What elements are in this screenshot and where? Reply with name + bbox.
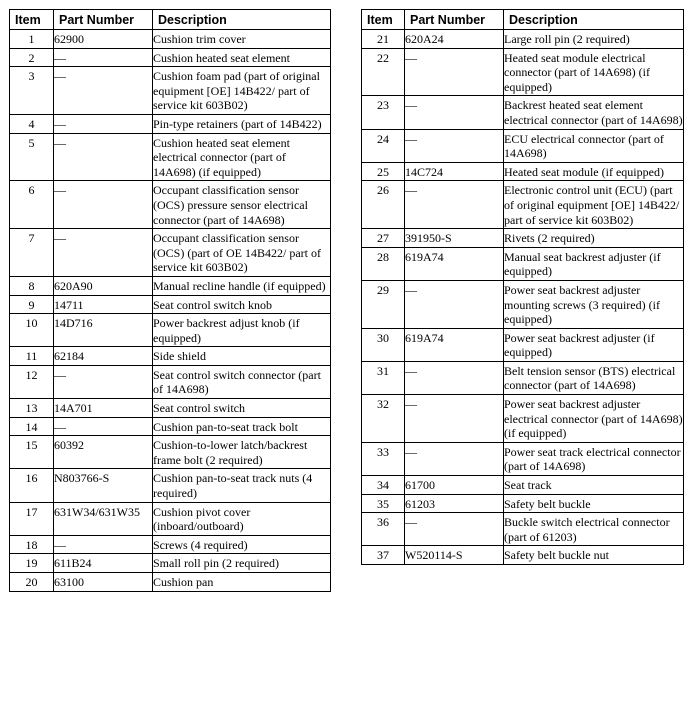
item-cell: 24 <box>362 129 405 162</box>
description-cell: Seat track <box>504 476 684 495</box>
part-number-cell: 620A24 <box>405 30 504 49</box>
item-cell: 21 <box>362 30 405 49</box>
description-cell: Power backrest adjust knob (if equipped) <box>153 314 331 347</box>
description-cell: Power seat backrest adjuster mounting screws (3 required) (if equipped) <box>504 280 684 328</box>
part-number-cell: W520114-S <box>405 546 504 565</box>
table-row <box>10 365 331 398</box>
description-cell: Large roll pin (2 required) <box>504 30 684 49</box>
part-number-cell: 14D716 <box>54 314 153 347</box>
table-row <box>10 295 331 314</box>
item-cell: 32 <box>362 395 405 443</box>
table-row <box>362 395 684 443</box>
description-cell: Heated seat module electrical connector (part of 14A698) (if equipped) <box>504 48 684 96</box>
table-row <box>10 314 331 347</box>
item-cell: 12 <box>10 365 54 398</box>
part-number-cell: 620A90 <box>54 276 153 295</box>
column-header-part-number: Part Number <box>54 10 153 30</box>
item-cell: 23 <box>362 96 405 129</box>
item-cell: 14 <box>10 417 54 436</box>
item-cell: 31 <box>362 361 405 394</box>
description-cell: Heated seat module (if equipped) <box>504 162 684 181</box>
part-number-cell: 14711 <box>54 295 153 314</box>
part-number-cell: — <box>405 442 504 475</box>
item-cell: 26 <box>362 181 405 229</box>
table-row <box>10 30 331 49</box>
description-cell: Cushion trim cover <box>153 30 331 49</box>
description-cell: Safety belt buckle nut <box>504 546 684 565</box>
item-cell: 6 <box>10 181 54 229</box>
table-row <box>10 48 331 67</box>
item-cell: 2 <box>10 48 54 67</box>
description-cell: Cushion-to-lower latch/backrest frame bolt (2 required) <box>153 436 331 469</box>
description-cell: ECU electrical connector (part of 14A698) <box>504 129 684 162</box>
description-cell: Manual recline handle (if equipped) <box>153 276 331 295</box>
description-cell: Cushion pan <box>153 573 331 592</box>
table-row <box>362 162 684 181</box>
description-cell: Power seat backrest adjuster (if equipped) <box>504 328 684 361</box>
table-row <box>362 229 684 248</box>
table-row <box>362 476 684 495</box>
parts-table-left <box>9 9 331 592</box>
description-cell: Occupant classification sensor (OCS) (part of OE 14B422/ part of service kit 603B02) <box>153 229 331 277</box>
item-cell: 27 <box>362 229 405 248</box>
description-cell: Buckle switch electrical connector (part of 61203) <box>504 513 684 546</box>
part-number-cell: — <box>54 114 153 133</box>
description-cell: Seat control switch connector (part of 14A698) <box>153 365 331 398</box>
description-cell: Seat control switch knob <box>153 295 331 314</box>
description-cell: Backrest heated seat element electrical connector (part of 14A698) <box>504 96 684 129</box>
item-cell: 20 <box>10 573 54 592</box>
item-cell: 29 <box>362 280 405 328</box>
part-number-cell: 61700 <box>405 476 504 495</box>
part-number-cell: — <box>405 280 504 328</box>
item-cell: 18 <box>10 535 54 554</box>
item-cell: 30 <box>362 328 405 361</box>
part-number-cell: — <box>54 133 153 181</box>
description-cell: Screws (4 required) <box>153 535 331 554</box>
table-row <box>362 247 684 280</box>
item-cell: 25 <box>362 162 405 181</box>
item-cell: 11 <box>10 347 54 366</box>
description-cell: Cushion pivot cover (inboard/outboard) <box>153 502 331 535</box>
table-row <box>10 554 331 573</box>
item-cell: 28 <box>362 247 405 280</box>
table-row <box>362 513 684 546</box>
description-cell: Cushion heated seat element <box>153 48 331 67</box>
table-row <box>10 399 331 418</box>
table-row <box>10 133 331 181</box>
table-row <box>362 280 684 328</box>
item-cell: 35 <box>362 494 405 513</box>
part-number-cell: 611B24 <box>54 554 153 573</box>
item-cell: 19 <box>10 554 54 573</box>
part-number-cell: — <box>405 395 504 443</box>
part-number-cell: 14A701 <box>54 399 153 418</box>
column-header-item: Item <box>362 10 405 30</box>
part-number-cell: — <box>54 48 153 67</box>
item-cell: 4 <box>10 114 54 133</box>
part-number-cell: — <box>405 361 504 394</box>
part-number-cell: 60392 <box>54 436 153 469</box>
description-cell: Safety belt buckle <box>504 494 684 513</box>
table-row <box>362 494 684 513</box>
description-cell: Electronic control unit (ECU) (part of original equipment [OE] 14B422/ part of service kit 603B02) <box>504 181 684 229</box>
part-number-cell: — <box>54 229 153 277</box>
part-number-cell: 619A74 <box>405 328 504 361</box>
column-header-part-number: Part Number <box>405 10 504 30</box>
description-cell: Rivets (2 required) <box>504 229 684 248</box>
part-number-cell: 62184 <box>54 347 153 366</box>
description-cell: Occupant classification sensor (OCS) pressure sensor electrical connector (part of 14A698) <box>153 181 331 229</box>
item-cell: 17 <box>10 502 54 535</box>
item-cell: 9 <box>10 295 54 314</box>
part-number-cell: 391950-S <box>405 229 504 248</box>
item-cell: 37 <box>362 546 405 565</box>
item-cell: 3 <box>10 67 54 115</box>
part-number-cell: 63100 <box>54 573 153 592</box>
item-cell: 5 <box>10 133 54 181</box>
item-cell: 10 <box>10 314 54 347</box>
table-row <box>10 67 331 115</box>
part-number-cell: 62900 <box>54 30 153 49</box>
item-cell: 13 <box>10 399 54 418</box>
table-row <box>10 114 331 133</box>
part-number-cell: — <box>54 67 153 115</box>
table-row <box>362 181 684 229</box>
part-number-cell: — <box>405 181 504 229</box>
description-cell: Pin-type retainers (part of 14B422) <box>153 114 331 133</box>
table-row <box>10 436 331 469</box>
part-number-cell: 631W34/631W35 <box>54 502 153 535</box>
part-number-cell: — <box>405 129 504 162</box>
description-cell: Cushion foam pad (part of original equipment [OE] 14B422/ part of service kit 603B02) <box>153 67 331 115</box>
table-row <box>362 328 684 361</box>
part-number-cell: — <box>54 181 153 229</box>
table-row <box>10 417 331 436</box>
table-row <box>10 229 331 277</box>
column-header-description: Description <box>153 10 331 30</box>
part-number-cell: N803766-S <box>54 469 153 502</box>
table-row <box>10 469 331 502</box>
item-cell: 8 <box>10 276 54 295</box>
description-cell: Cushion pan-to-seat track bolt <box>153 417 331 436</box>
table-row <box>362 546 684 565</box>
item-cell: 7 <box>10 229 54 277</box>
part-number-cell: — <box>405 513 504 546</box>
description-cell: Power seat track electrical connector (part of 14A698) <box>504 442 684 475</box>
table-row <box>10 502 331 535</box>
item-cell: 33 <box>362 442 405 475</box>
table-row <box>10 535 331 554</box>
description-cell: Power seat backrest adjuster electrical connector (part of 14A698) (if equipped) <box>504 395 684 443</box>
table-row <box>362 30 684 49</box>
item-cell: 22 <box>362 48 405 96</box>
part-number-cell: — <box>54 365 153 398</box>
column-header-description: Description <box>504 10 684 30</box>
table-row <box>362 442 684 475</box>
table-header-row <box>362 10 684 30</box>
item-cell: 36 <box>362 513 405 546</box>
parts-table-right <box>361 9 684 565</box>
description-cell: Side shield <box>153 347 331 366</box>
part-number-cell: 61203 <box>405 494 504 513</box>
part-number-cell: — <box>54 535 153 554</box>
description-cell: Belt tension sensor (BTS) electrical connector (part of 14A698) <box>504 361 684 394</box>
table-header-row <box>10 10 331 30</box>
part-number-cell: — <box>405 48 504 96</box>
description-cell: Seat control switch <box>153 399 331 418</box>
table-row <box>362 129 684 162</box>
item-cell: 1 <box>10 30 54 49</box>
item-cell: 15 <box>10 436 54 469</box>
column-header-item: Item <box>10 10 54 30</box>
part-number-cell: 14C724 <box>405 162 504 181</box>
table-row <box>10 347 331 366</box>
description-cell: Small roll pin (2 required) <box>153 554 331 573</box>
part-number-cell: — <box>405 96 504 129</box>
table-row <box>10 276 331 295</box>
table-row <box>10 573 331 592</box>
table-row <box>362 48 684 96</box>
description-cell: Cushion heated seat element electrical connector (part of 14A698) (if equipped) <box>153 133 331 181</box>
part-number-cell: — <box>54 417 153 436</box>
table-row <box>10 181 331 229</box>
description-cell: Cushion pan-to-seat track nuts (4 required) <box>153 469 331 502</box>
item-cell: 34 <box>362 476 405 495</box>
description-cell: Manual seat backrest adjuster (if equipped) <box>504 247 684 280</box>
part-number-cell: 619A74 <box>405 247 504 280</box>
table-row <box>362 361 684 394</box>
item-cell: 16 <box>10 469 54 502</box>
table-row <box>362 96 684 129</box>
